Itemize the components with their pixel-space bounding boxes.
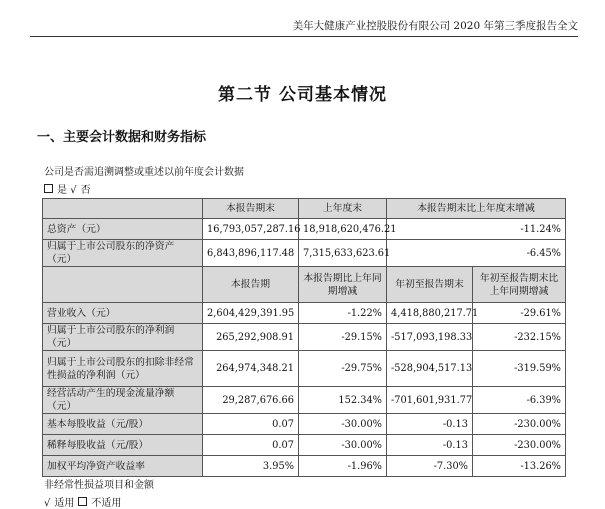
table-cell: -13.26% <box>473 456 566 477</box>
table-cell: 0.07 <box>203 414 299 435</box>
checkmark-icon: √ <box>44 498 51 509</box>
table-cell: -6.45% <box>387 240 566 267</box>
row-label: 总资产（元） <box>43 219 203 240</box>
table-cell: 264,974,348.21 <box>203 351 299 387</box>
checkbox-empty-icon <box>78 497 87 506</box>
table-cell: -30.00% <box>299 414 387 435</box>
table-cell: 16,793,057,287.16 <box>203 219 299 240</box>
table-header-cell: 本报告期比上年同期增减 <box>299 267 387 303</box>
table-cell: 0.07 <box>203 435 299 456</box>
table-row <box>43 435 566 456</box>
table-cell: 4,418,880,217.71 <box>387 303 473 324</box>
applicable-label: 适用 <box>54 498 75 509</box>
checkmark-icon: √ <box>70 185 77 196</box>
table-row <box>43 240 566 267</box>
page-header: 美年大健康产业控股股份有限公司 2020 年第三季度报告全文 <box>30 18 578 37</box>
table-cell: -230.00% <box>473 414 566 435</box>
table-cell: -517,093,198.33 <box>387 324 473 351</box>
table-header-cell: 本报告期末 <box>203 199 299 219</box>
subheading-financial-indicators: 一、主要会计数据和财务指标 <box>37 130 207 145</box>
table-cell: -230.00% <box>473 435 566 456</box>
table-cell: -232.15% <box>473 324 566 351</box>
table-cell: 265,292,908.91 <box>203 324 299 351</box>
table-header-cell: 本报告期 <box>203 267 299 303</box>
table-cell: -0.13 <box>387 414 473 435</box>
table-row <box>43 456 566 477</box>
table-row-bottom-header <box>43 267 566 303</box>
table-row-top-header <box>43 199 566 219</box>
row-label: 经营活动产生的现金流量净额（元） <box>43 387 203 414</box>
table-row <box>43 351 566 387</box>
row-label: 归属于上市公司股东的净利润（元） <box>43 324 203 351</box>
restate-yes-label: 是 <box>57 185 67 196</box>
row-label: 归属于上市公司股东的净资产（元） <box>43 240 203 267</box>
table-cell: -29.15% <box>299 324 387 351</box>
table-cell: 2,604,429,391.95 <box>203 303 299 324</box>
table-row <box>43 303 566 324</box>
row-label: 归属于上市公司股东的扣除非经常性损益的净利润（元） <box>43 351 203 387</box>
table-cell: -1.96% <box>299 456 387 477</box>
table-header-cell: 上年度末 <box>299 199 387 219</box>
table-row <box>43 324 566 351</box>
table-cell: -319.59% <box>473 351 566 387</box>
table-cell: 29,287,676.66 <box>203 387 299 414</box>
section-title: 第二节 公司基本情况 <box>218 85 387 105</box>
table-row <box>43 414 566 435</box>
table-cell: -1.22% <box>299 303 387 324</box>
table-cell: -7.30% <box>387 456 473 477</box>
table-header-cell: 本报告期末比上年度末增减 <box>387 199 566 219</box>
table-cell: 3.95% <box>203 456 299 477</box>
table-cell: -30.00% <box>299 435 387 456</box>
table-header-cell: 年初至报告期末 <box>387 267 473 303</box>
checkbox-empty-icon <box>44 184 53 193</box>
table-cell: -6.39% <box>473 387 566 414</box>
table-cell: 7,315,633,623.61 <box>299 240 387 267</box>
table-header-cell: 年初至报告期末比上年同期增减 <box>473 267 566 303</box>
row-label: 稀释每股收益（元/股） <box>43 435 203 456</box>
row-label: 基本每股收益（元/股） <box>43 414 203 435</box>
restate-options <box>44 181 91 196</box>
table-cell: -528,904,517.13 <box>387 351 473 387</box>
restate-question: 公司是否需追溯调整或重述以前年度会计数据 <box>44 167 244 178</box>
not-applicable-label: 不适用 <box>91 498 122 509</box>
financial-data-table <box>42 198 566 477</box>
applicable-options <box>44 494 121 509</box>
table-cell: -0.13 <box>387 435 473 456</box>
nonrecurring-title: 非经常性损益项目和金额 <box>44 480 154 491</box>
table-row <box>43 219 566 240</box>
table-cell: -11.24% <box>387 219 566 240</box>
table-cell: -701,601,931.77 <box>387 387 473 414</box>
table-cell: 6,843,896,117.48 <box>203 240 299 267</box>
table-cell: 18,918,620,476.21 <box>299 219 387 240</box>
table-header-cell <box>43 267 203 303</box>
table-cell: 152.34% <box>299 387 387 414</box>
row-label: 营业收入（元） <box>43 303 203 324</box>
table-cell: -29.75% <box>299 351 387 387</box>
row-label: 加权平均净资产收益率 <box>43 456 203 477</box>
table-header-cell <box>43 199 203 219</box>
restate-no-label: 否 <box>80 185 91 196</box>
table-row <box>43 387 566 414</box>
table-cell: -29.61% <box>473 303 566 324</box>
